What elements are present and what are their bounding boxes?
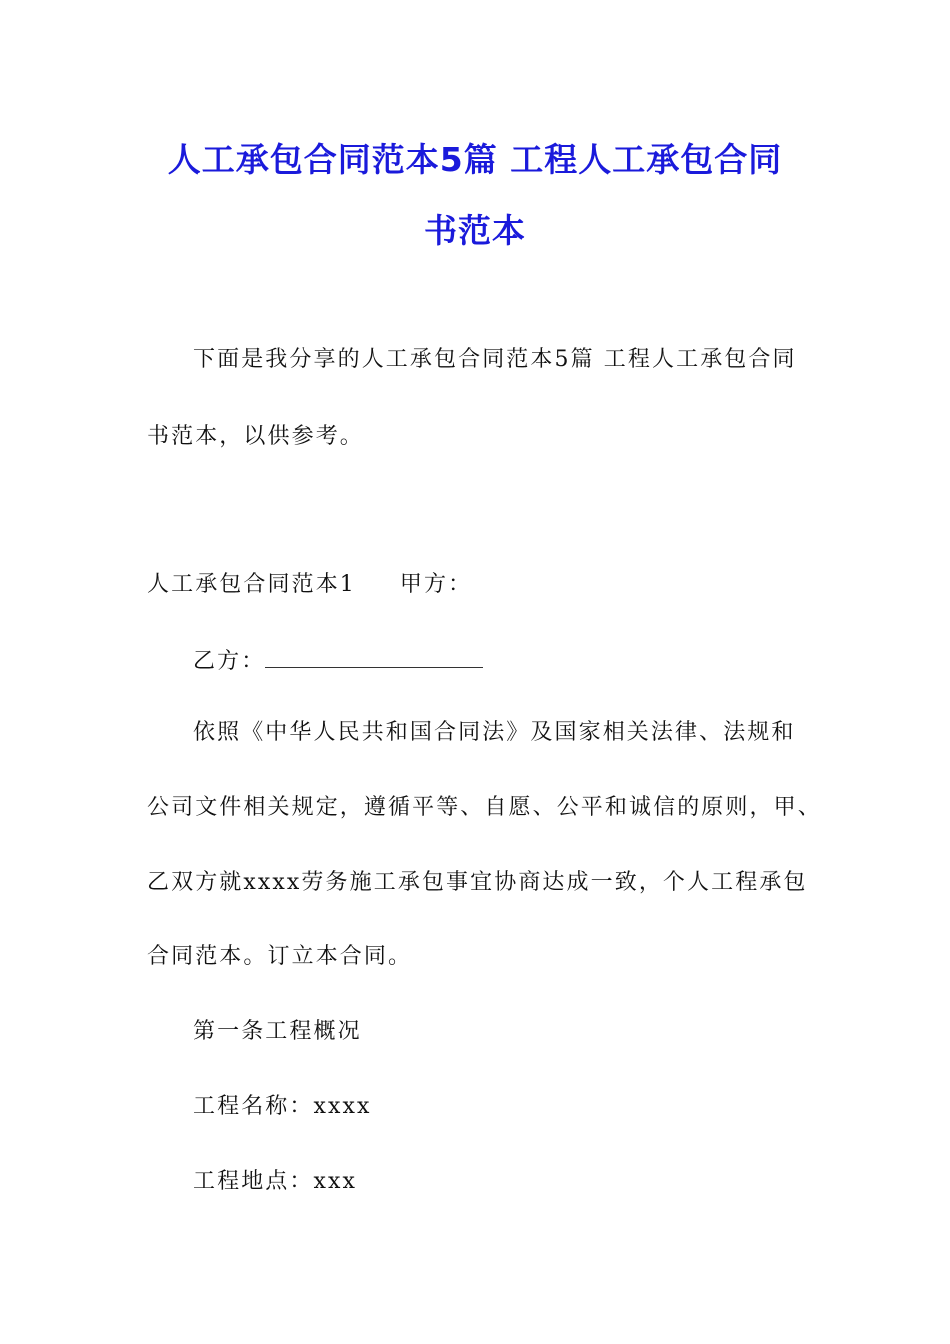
party-b-label: 乙方：	[193, 649, 266, 674]
paragraph-line-2: 公司文件相关规定，遵循平等、自愿、公平和诚信的原则，甲、	[147, 795, 822, 820]
paragraph-line-4: 合同范本。订立本合同。	[147, 944, 413, 969]
document-title-line-1: 人工承包合同范本5篇 工程人工承包合同	[167, 140, 783, 179]
document-title-line-2: 书范本	[424, 211, 526, 250]
party-b-blank	[265, 649, 483, 668]
section-heading: 人工承包合同范本1	[147, 572, 356, 597]
intro-text-line-2: 书范本，以供参考。	[147, 424, 364, 449]
intro-text-line-1: 下面是我分享的人工承包合同范本5篇 工程人工承包合同	[193, 347, 797, 372]
party-a-label: 甲方：	[399, 572, 473, 597]
project-name-line: 工程名称：xxxx	[193, 1094, 372, 1119]
paragraph-line-3: 乙双方就xxxx劳务施工承包事宜协商达成一致，个人工程承包	[147, 870, 808, 895]
section-heading-row	[147, 574, 472, 596]
project-location-line: 工程地点：xxx	[193, 1169, 358, 1194]
party-b-row	[193, 649, 483, 673]
article-1-heading: 第一条工程概况	[193, 1019, 362, 1044]
paragraph-line-1: 依照《中华人民共和国合同法》及国家相关法律、法规和	[193, 720, 796, 745]
